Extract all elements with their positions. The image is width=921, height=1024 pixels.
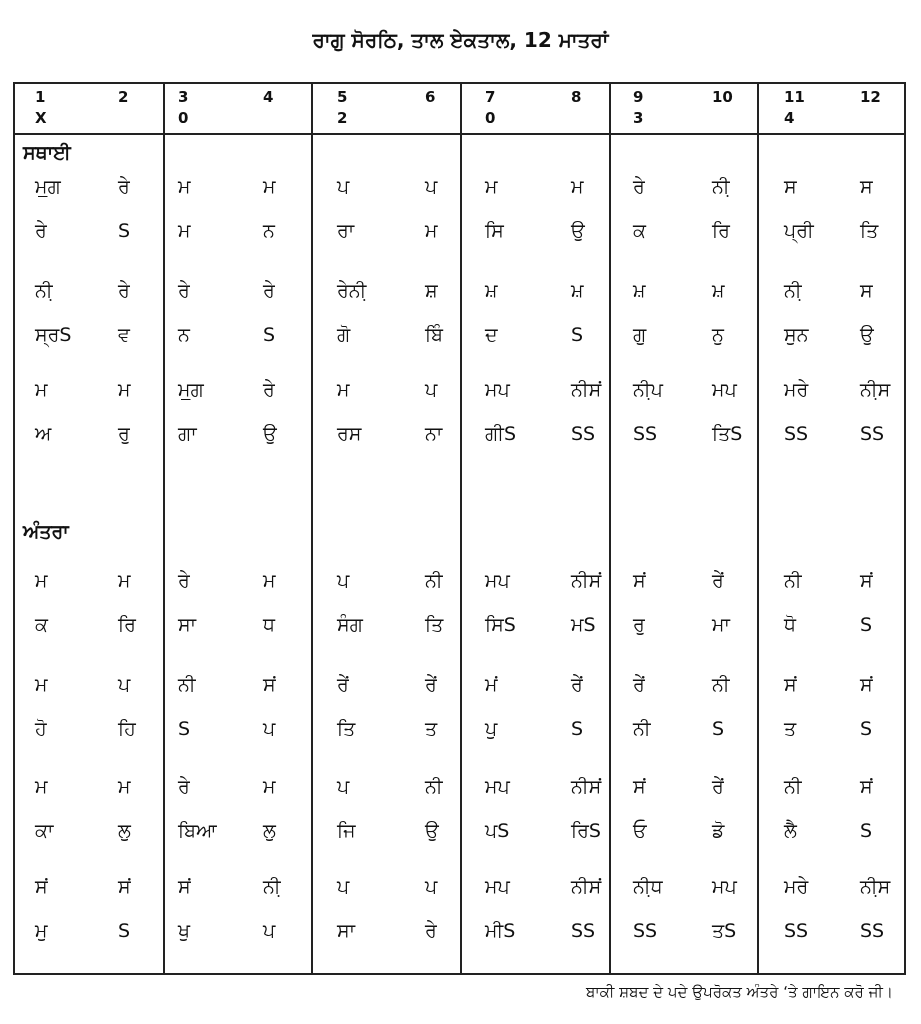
swar-note: ਪ bbox=[337, 176, 350, 198]
bol-syllable: ਨ bbox=[178, 324, 190, 346]
bol-syllable: S bbox=[571, 718, 584, 740]
swar-note: ਸ bbox=[784, 176, 797, 198]
bol-syllable: SS bbox=[633, 423, 658, 445]
beat-number: 3 bbox=[178, 88, 189, 106]
bol-syllable: S bbox=[178, 718, 191, 740]
bol-syllable: ਸਿS bbox=[485, 614, 516, 636]
swar-note: ਮ bbox=[178, 176, 191, 198]
bol-syllable: ਬਿੰ bbox=[425, 324, 443, 346]
section-label: ਅੰਤਰਾ bbox=[23, 521, 69, 543]
vibhag-divider bbox=[163, 84, 165, 973]
tali-marker: X bbox=[35, 109, 47, 127]
swar-note: ਸਂ bbox=[118, 876, 131, 898]
swar-note: ਮ bbox=[118, 379, 131, 401]
bol-syllable: ਤਿS bbox=[712, 423, 743, 445]
swar-note: ਮ॒ਗ bbox=[35, 176, 61, 198]
beat-number: 10 bbox=[712, 88, 733, 106]
swar-note: ਰੇਂ bbox=[633, 674, 645, 696]
bol-syllable: ਤਿ bbox=[425, 614, 444, 636]
bol-syllable: ਰਸ bbox=[337, 423, 362, 445]
swar-note: ਨੀ bbox=[425, 776, 443, 798]
swar-note: ਰੇਂ bbox=[425, 674, 437, 696]
bol-syllable: ਪS bbox=[485, 820, 510, 842]
bol-syllable: ਨਾ bbox=[425, 423, 443, 445]
swar-note: ਮ bbox=[263, 176, 276, 198]
swar-note: ਪ bbox=[337, 776, 350, 798]
swar-note: ਮ bbox=[35, 570, 48, 592]
swar-note: ਰੇ bbox=[263, 280, 275, 302]
swar-note: ਨੀ਼ bbox=[263, 876, 281, 898]
bol-syllable: S bbox=[118, 920, 131, 942]
bol-syllable: ਕ bbox=[35, 614, 48, 636]
swar-note: ਨੀ bbox=[784, 570, 802, 592]
bol-syllable: ਰੇ bbox=[35, 220, 47, 242]
swar-note: ਮਂ bbox=[485, 674, 498, 696]
swar-note: ਪ bbox=[425, 176, 438, 198]
page-title: ਰਾਗੁ ਸੋਰਠਿ, ਤਾਲ ਏਕਤਾਲ, 12 ਮਾਤਰਾਂ bbox=[312, 28, 609, 52]
bol-syllable: ਸਾ bbox=[178, 614, 197, 636]
swar-note: ਮ bbox=[35, 674, 48, 696]
swar-note: ਸਂ bbox=[633, 570, 646, 592]
tali-marker: 3 bbox=[633, 109, 644, 127]
swar-note: ਮਰੇ bbox=[784, 379, 809, 401]
section-label: ਸਥਾਈ bbox=[23, 142, 71, 164]
bol-syllable: ਕ bbox=[633, 220, 646, 242]
tali-marker: 4 bbox=[784, 109, 795, 127]
bol-syllable: SS bbox=[860, 920, 885, 942]
swar-note: ਰੇ bbox=[263, 379, 275, 401]
bol-syllable: SS bbox=[784, 920, 809, 942]
swar-note: ਸਂ bbox=[178, 876, 191, 898]
bol-syllable: ਦ bbox=[485, 324, 498, 346]
beat-number: 12 bbox=[860, 88, 881, 106]
bol-syllable: ਅ bbox=[35, 423, 52, 445]
bol-syllable: ਤਿ bbox=[860, 220, 879, 242]
swar-note: ਪ bbox=[337, 876, 350, 898]
bol-syllable: ਤ bbox=[784, 718, 797, 740]
swar-note: ਨੀ bbox=[178, 674, 196, 696]
bol-syllable: SS bbox=[571, 920, 596, 942]
bol-syllable: ਗੀS bbox=[485, 423, 517, 445]
swar-note: ਮ bbox=[485, 176, 498, 198]
bol-syllable: ਰਿ bbox=[712, 220, 730, 242]
swar-note: ਮ bbox=[35, 379, 48, 401]
bol-syllable: S bbox=[712, 718, 725, 740]
bol-syllable: ਹੋ bbox=[35, 718, 47, 740]
bol-syllable: ਸੰਗ bbox=[337, 614, 363, 636]
swar-note: ਮ਼ bbox=[633, 280, 646, 302]
bol-syllable: ਤਿ bbox=[337, 718, 356, 740]
notation-grid bbox=[13, 82, 906, 975]
beat-number: 11 bbox=[784, 88, 805, 106]
swar-note: ਰੇਨੀ਼ bbox=[337, 280, 367, 302]
swar-note: ਰੇ bbox=[118, 176, 130, 198]
bol-syllable: ਪ bbox=[263, 718, 276, 740]
beat-number: 7 bbox=[485, 88, 496, 106]
swar-note: ਰੇਂ bbox=[712, 570, 724, 592]
swar-note: ਸ bbox=[860, 176, 873, 198]
swar-note: ਮ bbox=[571, 176, 584, 198]
bol-syllable: ਲੁ bbox=[263, 820, 276, 842]
swar-note: ਨੀਸਂ bbox=[571, 570, 602, 592]
swar-note: ਮ bbox=[118, 776, 131, 798]
bol-syllable: ਬਿਆ bbox=[178, 820, 217, 842]
swar-note: ਮਪ bbox=[485, 776, 510, 798]
swar-note: ਸਂ bbox=[860, 570, 873, 592]
swar-note: ਪ bbox=[337, 570, 350, 592]
swar-note: ਮ਼ bbox=[712, 280, 725, 302]
swar-note: ਮਰੇ bbox=[784, 876, 809, 898]
bol-syllable: ਗਾ bbox=[178, 423, 197, 445]
swar-note: ਨੀਸਂ bbox=[571, 776, 602, 798]
swar-note: ਨੀ਼ bbox=[712, 176, 730, 198]
swar-note: ਨੀ bbox=[712, 674, 730, 696]
swar-note: ਨੀ਼ਧ bbox=[633, 876, 663, 898]
bol-syllable: ਧ bbox=[263, 614, 275, 636]
bol-syllable: ਸਾ bbox=[337, 920, 356, 942]
bol-syllable: ਪ੍ਰੀ bbox=[784, 220, 814, 242]
bol-syllable: ਨੁ bbox=[712, 324, 724, 346]
bol-syllable: ਸ੍ਰS bbox=[35, 324, 72, 346]
bol-syllable: ਨ bbox=[263, 220, 275, 242]
bol-syllable: ਡੋ bbox=[712, 820, 725, 842]
beat-number: 4 bbox=[263, 88, 274, 106]
swar-note: ਸਂ bbox=[860, 776, 873, 798]
swar-note: ਰੇ bbox=[178, 776, 190, 798]
bol-syllable: ਓ bbox=[633, 820, 647, 842]
swar-note: ਮ਼ bbox=[485, 280, 498, 302]
bol-syllable: ਮS bbox=[571, 614, 596, 636]
swar-note: ਸਂ bbox=[633, 776, 646, 798]
swar-note: ਮਪ bbox=[485, 570, 510, 592]
swar-note: ਨੀ bbox=[425, 570, 443, 592]
bol-syllable: ਮੀS bbox=[485, 920, 516, 942]
swar-note: ਮਪ bbox=[485, 379, 510, 401]
vibhag-divider bbox=[311, 84, 313, 973]
bol-syllable: ਧੋ bbox=[784, 614, 796, 636]
swar-note: ਮ bbox=[118, 570, 131, 592]
swar-note: ਮਪ bbox=[485, 876, 510, 898]
bol-syllable: ਰੁ bbox=[633, 614, 645, 636]
swar-note: ਸਂ bbox=[784, 674, 797, 696]
bol-syllable: ਤS bbox=[712, 920, 737, 942]
bol-syllable: ਮਾ bbox=[712, 614, 730, 636]
bol-syllable: S bbox=[118, 220, 131, 242]
swar-note: ਮਪ bbox=[712, 876, 737, 898]
bol-syllable: SS bbox=[571, 423, 596, 445]
swar-note: ਰੇਂ bbox=[337, 674, 349, 696]
swar-note: ਨੀਸਂ bbox=[571, 379, 602, 401]
swar-note: ਰੇ bbox=[178, 570, 190, 592]
vibhag-divider bbox=[757, 84, 759, 973]
bol-syllable: ਉ bbox=[860, 324, 874, 346]
bol-syllable: ਉ bbox=[425, 820, 439, 842]
bol-syllable: ਮ bbox=[178, 220, 191, 242]
bol-syllable: ਨੀ bbox=[633, 718, 651, 740]
bol-syllable: ਗੋ bbox=[337, 324, 351, 346]
footer-note: ਬਾਕੀ ਸ਼ਬਦ ਦੇ ਪਦੇ ਉਪਰੋਕਤ ਅੰਤਰੇ ‘ਤੇ ਗਾਇਨ ਕਰੋ ਜੀ। bbox=[585, 983, 893, 1001]
bol-syllable: S bbox=[860, 820, 873, 842]
swar-note: ਸਂ bbox=[35, 876, 48, 898]
bol-syllable: ਸਿ bbox=[485, 220, 504, 242]
bol-syllable: ਰਾ bbox=[337, 220, 355, 242]
bol-syllable: ਤ bbox=[425, 718, 438, 740]
bol-syllable: ਲੈ bbox=[784, 820, 797, 842]
swar-note: ਨੀ਼ਪ bbox=[633, 379, 663, 401]
swar-note: ਪ bbox=[118, 674, 131, 696]
swar-note: ਮਪ bbox=[712, 379, 737, 401]
bol-syllable: ਉ bbox=[571, 220, 585, 242]
swar-note: ਨੀ bbox=[784, 776, 802, 798]
beat-number: 5 bbox=[337, 88, 348, 106]
bol-syllable: S bbox=[860, 718, 873, 740]
swar-note: ਪ bbox=[425, 379, 438, 401]
bol-syllable: ਜਿ bbox=[337, 820, 356, 842]
tali-marker: 0 bbox=[178, 109, 189, 127]
vibhag-divider bbox=[460, 84, 462, 973]
swar-note: ਮ bbox=[263, 570, 276, 592]
bol-syllable: SS bbox=[784, 423, 809, 445]
beat-number: 6 bbox=[425, 88, 436, 106]
swar-note: ਰੇ bbox=[118, 280, 130, 302]
bol-syllable: ਰਿ bbox=[118, 614, 136, 636]
beat-number: 8 bbox=[571, 88, 582, 106]
bol-syllable: S bbox=[263, 324, 276, 346]
bol-syllable: ਪ bbox=[263, 920, 276, 942]
swar-note: ਨੀ਼ bbox=[35, 280, 53, 302]
swar-note: ਸ bbox=[860, 280, 873, 302]
tali-marker: 2 bbox=[337, 109, 348, 127]
bol-syllable: SS bbox=[633, 920, 658, 942]
bol-syllable: SS bbox=[860, 423, 885, 445]
bol-syllable: ਰੁ bbox=[118, 423, 130, 445]
tali-marker: 0 bbox=[485, 109, 496, 127]
vibhag-divider bbox=[609, 84, 611, 973]
swar-note: ਮ॒ਗ bbox=[178, 379, 204, 401]
bol-syllable: ਮ bbox=[425, 220, 438, 242]
swar-note: ਸਂ bbox=[860, 674, 873, 696]
swar-note: ਨੀ਼ਸ bbox=[860, 876, 891, 898]
swar-note: ਰੇਂ bbox=[571, 674, 583, 696]
swar-note: ਮ਼ bbox=[571, 280, 584, 302]
swar-note: ਰੇਂ bbox=[712, 776, 724, 798]
bol-syllable: ਗੁ bbox=[633, 324, 647, 346]
bol-syllable: ਮੁ bbox=[35, 920, 48, 942]
bol-syllable: ਉ bbox=[263, 423, 277, 445]
bol-syllable: ਰੇ bbox=[425, 920, 437, 942]
bol-syllable: ਲੁ bbox=[118, 820, 131, 842]
bol-syllable: ਕਾ bbox=[35, 820, 54, 842]
bol-syllable: ਸੁਨ bbox=[784, 324, 809, 346]
bol-syllable: ਖੁ bbox=[178, 920, 191, 942]
bol-syllable: ਰਿS bbox=[571, 820, 601, 842]
beat-number: 2 bbox=[118, 88, 129, 106]
bol-syllable: S bbox=[571, 324, 584, 346]
beat-number: 1 bbox=[35, 88, 46, 106]
swar-note: ਨੀ਼ bbox=[784, 280, 802, 302]
swar-note: ਸ਼ bbox=[425, 280, 438, 302]
swar-note: ਮ bbox=[263, 776, 276, 798]
bol-syllable: ਵ bbox=[118, 324, 130, 346]
bol-syllable: ਪੁ bbox=[485, 718, 498, 740]
bol-syllable: ਹਿ bbox=[118, 718, 136, 740]
swar-note: ਰੇ bbox=[633, 176, 645, 198]
swar-note: ਨੀਸਂ bbox=[571, 876, 602, 898]
swar-note: ਪ bbox=[425, 876, 438, 898]
swar-note: ਸਂ bbox=[263, 674, 276, 696]
swar-note: ਰੇ bbox=[178, 280, 190, 302]
beat-number: 9 bbox=[633, 88, 644, 106]
swar-note: ਮ bbox=[35, 776, 48, 798]
swar-note: ਨੀ਼ਸ bbox=[860, 379, 891, 401]
swar-note: ਮ bbox=[337, 379, 350, 401]
bol-syllable: S bbox=[860, 614, 873, 636]
